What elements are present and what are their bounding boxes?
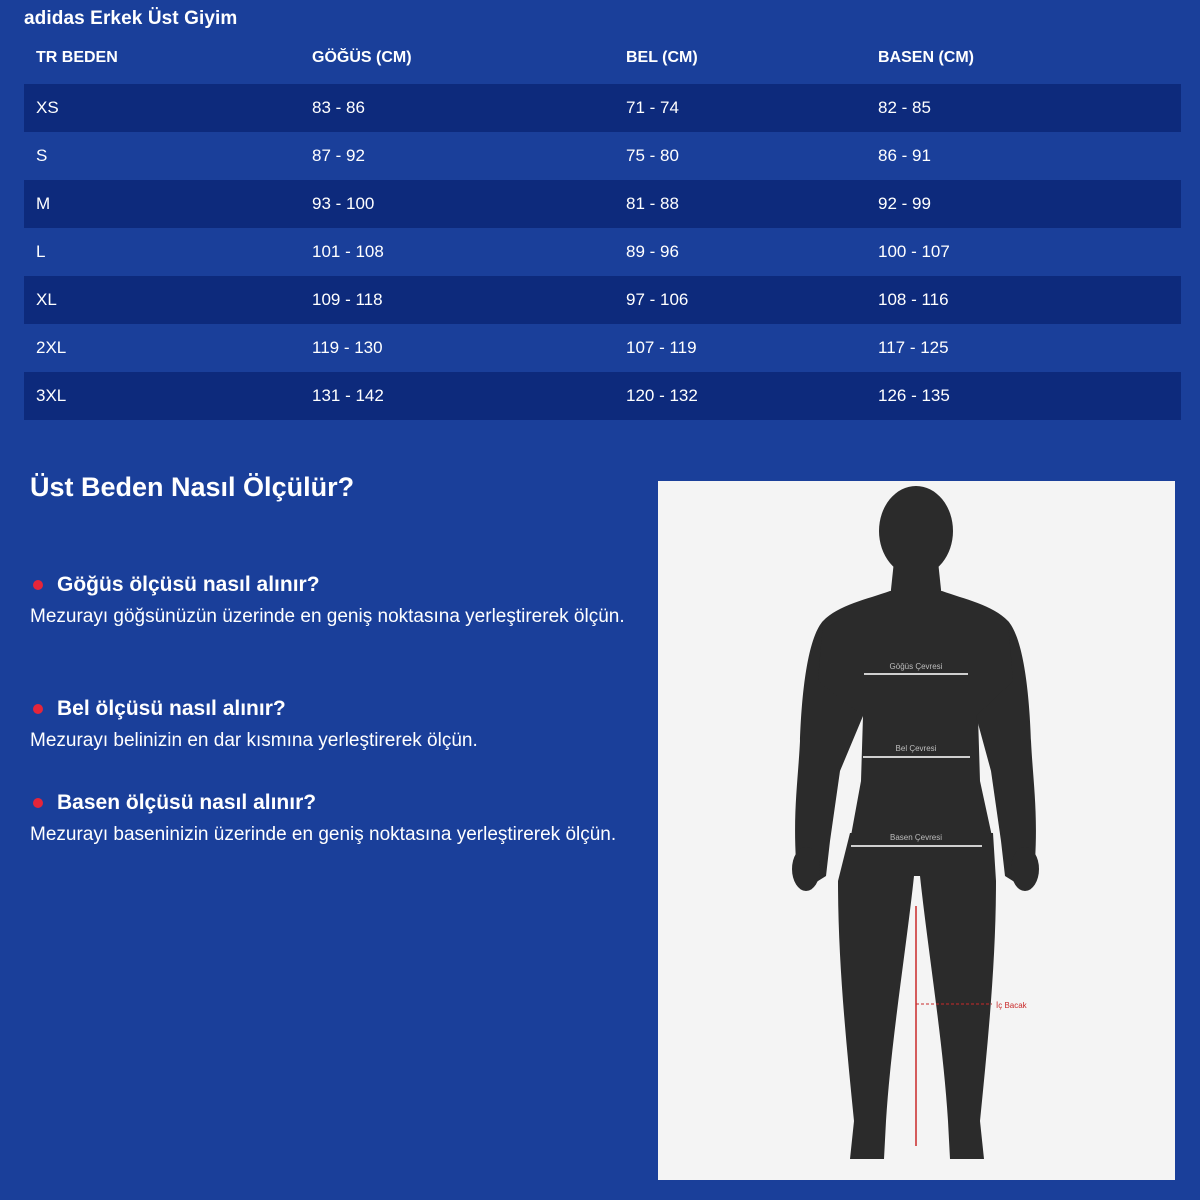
- cell-waist: 97 - 106: [626, 290, 689, 309]
- waist-tip-heading-text: Bel ölçüsü nasıl alınır?: [57, 697, 286, 720]
- waist-tip-heading: [30, 697, 670, 721]
- table-row: [24, 228, 1181, 276]
- hip-tip: [30, 791, 670, 849]
- waist-tip-text: Mezurayı belinizin en dar kısmına yerleştirerek ölçün.: [30, 730, 478, 751]
- body-measurement-figure: [658, 481, 1175, 1180]
- cell-waist: 107 - 119: [626, 338, 697, 357]
- chest-tip: [30, 573, 670, 631]
- bullet-icon: [33, 798, 43, 808]
- cell-chest: 109 - 118: [312, 290, 383, 309]
- header-waist: BEL (CM): [626, 49, 698, 66]
- header-chest: GÖĞÜS (CM): [312, 49, 412, 66]
- guide-title: Üst Beden Nasıl Ölçülür?: [30, 472, 355, 502]
- body-silhouette-icon: [658, 481, 1175, 1180]
- inseam-label: İç Bacak: [996, 1001, 1027, 1010]
- chest-label: Göğüs Çevresi: [889, 662, 943, 671]
- cell-hip: 86 - 91: [878, 146, 931, 165]
- header-hip: BASEN (CM): [878, 49, 974, 66]
- cell-hip: 108 - 116: [878, 290, 949, 309]
- hip-tip-heading-text: Basen ölçüsü nasıl alınır?: [57, 791, 317, 814]
- cell-chest: 131 - 142: [312, 386, 384, 405]
- hip-label: Basen Çevresi: [889, 833, 943, 842]
- cell-hip: 92 - 99: [878, 194, 931, 213]
- cell-chest: 83 - 86: [312, 98, 365, 117]
- bullet-icon: [33, 580, 43, 590]
- table-row: [24, 372, 1181, 420]
- table-row: [24, 132, 1181, 180]
- waist-tip: [30, 697, 670, 755]
- cell-waist: 120 - 132: [626, 386, 698, 405]
- cell-waist: 71 - 74: [626, 98, 679, 117]
- waist-label: Bel Çevresi: [895, 744, 937, 753]
- cell-size: XS: [36, 98, 59, 117]
- table-header-row: [24, 36, 1181, 84]
- cell-chest: 93 - 100: [312, 194, 375, 213]
- cell-chest: 101 - 108: [312, 242, 384, 261]
- cell-waist: 75 - 80: [626, 146, 679, 165]
- cell-size: M: [36, 194, 51, 213]
- cell-waist: 81 - 88: [626, 194, 679, 213]
- table-row: [24, 84, 1181, 132]
- header-size: TR BEDEN: [36, 49, 118, 66]
- cell-chest: 87 - 92: [312, 146, 365, 165]
- chest-tip-heading: [30, 573, 670, 597]
- cell-hip: 117 - 125: [878, 338, 949, 357]
- table-row: [24, 276, 1181, 324]
- cell-waist: 89 - 96: [626, 242, 679, 261]
- page-title: adidas Erkek Üst Giyim: [24, 8, 238, 29]
- cell-hip: 82 - 85: [878, 98, 931, 117]
- cell-size: 3XL: [36, 386, 67, 405]
- chest-tip-text: Mezurayı göğsünüzün üzerinde en geniş noktasına yerleştirerek ölçün.: [30, 606, 625, 627]
- cell-hip: 100 - 107: [878, 242, 950, 261]
- bullet-icon: [33, 704, 43, 714]
- cell-size: S: [36, 146, 48, 165]
- cell-chest: 119 - 130: [312, 338, 383, 357]
- size-chart-table: [24, 36, 1181, 420]
- hip-tip-text: Mezurayı baseninizin üzerinde en geniş noktasına yerleştirerek ölçün.: [30, 824, 617, 845]
- cell-size: XL: [36, 290, 57, 309]
- table-row: [24, 180, 1181, 228]
- table-row: [24, 324, 1181, 372]
- cell-size: 2XL: [36, 338, 67, 357]
- cell-hip: 126 - 135: [878, 386, 950, 405]
- chest-tip-heading-text: Göğüs ölçüsü nasıl alınır?: [57, 573, 320, 596]
- cell-size: L: [36, 242, 46, 261]
- hip-tip-heading: [30, 791, 670, 815]
